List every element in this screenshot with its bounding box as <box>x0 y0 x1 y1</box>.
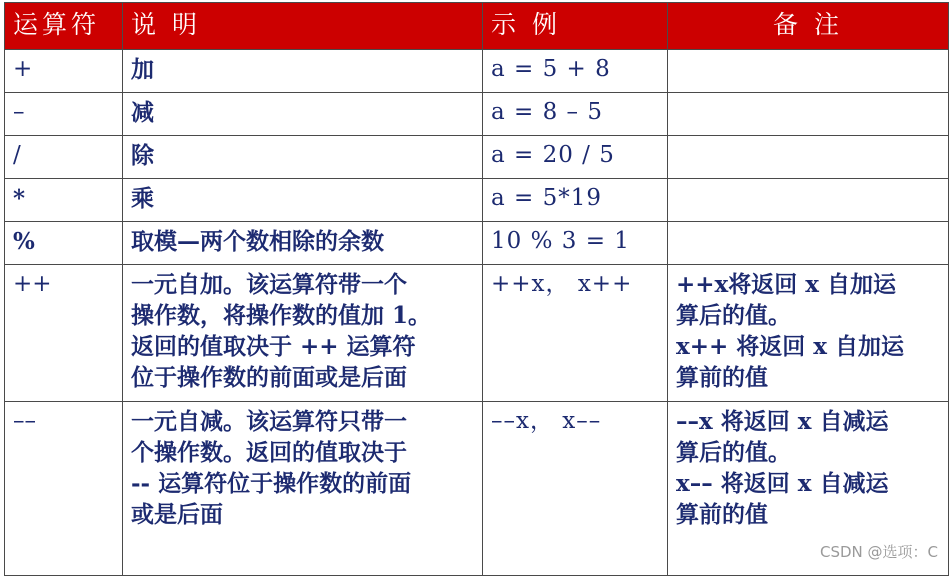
header-example: 示 例 <box>483 3 668 50</box>
note-cell <box>668 93 949 136</box>
table-row <box>5 50 949 93</box>
example-cell: a = 5 + 8 <box>483 50 668 93</box>
operator-cell: – <box>5 93 123 136</box>
table-row <box>5 93 949 136</box>
note-line: ++x将返回 x 自加运 <box>676 271 896 298</box>
description-line: 一元自减。该运算符只带一 <box>131 408 407 435</box>
operator-cell: –– <box>5 402 123 576</box>
description-cell <box>123 222 483 265</box>
header-description: 说 明 <box>123 3 483 50</box>
example-cell: ++x， x++ <box>483 265 668 402</box>
note-cell <box>668 179 949 222</box>
operator-cell: / <box>5 136 123 179</box>
operator-cell: + <box>5 50 123 93</box>
description-line: 减 <box>131 99 154 126</box>
table-row <box>5 179 949 222</box>
example-cell: a = 20 / 5 <box>483 136 668 179</box>
table-row <box>5 222 949 265</box>
note-line: 算前的值 <box>676 364 768 391</box>
operator-cell: ++ <box>5 265 123 402</box>
description-cell <box>123 265 483 402</box>
example-cell: 10 % 3 = 1 <box>483 222 668 265</box>
description-line: 乘 <box>131 185 154 212</box>
note-cell <box>668 222 949 265</box>
description-line: 加 <box>131 56 154 83</box>
note-line: ––x 将返回 x 自减运 <box>676 408 889 435</box>
table-row <box>5 265 949 402</box>
header-operator: 运算符 <box>5 3 123 50</box>
description-line: 返回的值取决于 ++ 运算符 <box>131 333 416 360</box>
note-line: 算后的值。 <box>676 439 791 466</box>
operator-cell: % <box>5 222 123 265</box>
note-line: 算后的值。 <box>676 302 791 329</box>
example-cell: a = 5*19 <box>483 179 668 222</box>
description-cell <box>123 402 483 576</box>
watermark: CSDN @选项：C <box>819 543 938 561</box>
description-line: 或是后面 <box>131 501 223 528</box>
description-line: 操作数，将操作数的值加 1。 <box>131 302 432 329</box>
note-line: x–– 将返回 x 自减运 <box>676 470 889 497</box>
table-row <box>5 402 949 576</box>
description-cell <box>123 136 483 179</box>
note-line: x++ 将返回 x 自加运 <box>676 333 904 360</box>
example-cell: ––x， x–– <box>483 402 668 576</box>
description-line: 位于操作数的前面或是后面 <box>131 364 407 391</box>
operators-table <box>4 2 949 576</box>
description-line: 一元自加。该运算符带一个 <box>131 271 407 298</box>
description-cell <box>123 50 483 93</box>
description-line: 个操作数。返回的值取决于 <box>131 439 407 466</box>
example-cell: a = 8 – 5 <box>483 93 668 136</box>
description-cell <box>123 93 483 136</box>
note-cell <box>668 50 949 93</box>
table-row <box>5 136 949 179</box>
note-line: 算前的值 <box>676 501 768 528</box>
table-header-row <box>5 3 949 50</box>
description-line: 除 <box>131 142 154 169</box>
description-line: -- 运算符位于操作数的前面 <box>131 470 412 497</box>
header-note: 备 注 <box>668 3 949 50</box>
operator-cell: * <box>5 179 123 222</box>
description-cell <box>123 179 483 222</box>
note-cell <box>668 136 949 179</box>
description-line: 取模—两个数相除的余数 <box>131 228 384 255</box>
note-cell <box>668 265 949 402</box>
